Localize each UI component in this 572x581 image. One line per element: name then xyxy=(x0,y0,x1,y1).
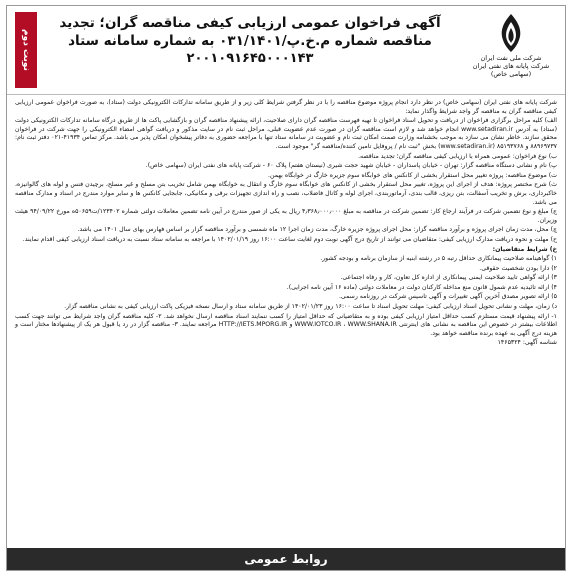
advertisement-page xyxy=(6,5,566,571)
ad-header xyxy=(7,6,565,95)
requirement-item: ۳) ارائه گواهی تایید صلاحیت ایمنی پیمانکاری از اداره کل تعاون، کار و رفاه اجتماعی. xyxy=(340,274,557,282)
clause-alef: الف) کلیه مراحل برگزاری فراخوان از دریافت و تحویل اسناد فراخوان تا تهیه فهرست مناقصه گران دارای صلاحیت، ارائه پیشنهاد مناقصه گران و بازگشایی پاکت ها از طریق درگاه سامانه تدارکات الکترونیکی دولت (ستاد) به آدرس www.setadiran.ir انجام خواهد شد و لازم است مناقصه گران در صورت عدم عضویت قبلی، مراحل ثبت نام در سایت مذکور و دریافت گواهی امضاء الکترونیکی را جهت شرکت در فراخوان محقق سازند. خاطر نشان می سازد به موجب بخشنامه وزارت صمت امکان ثبت نام و عضویت در سامانه ستاد تنها با مراجعه حضوری به دفاتر پیشخوان امکان پذیر می باشد. مرکز تماس ۴۱۹۳۴-۰۲۱ دفتر ثبت نام: ۸۸۹۶۹۷۳۷ و ۸۵۱۹۳۷۶۸ (www.setadiran.ir) بخش "ثبت نام / پروفایل تامین کننده/مناقصه گر" موجود است. xyxy=(15,117,557,150)
company-logo-block xyxy=(463,12,559,78)
requirement-item: ۲) دارا بودن شخصیت حقوقی. xyxy=(479,264,557,272)
ad-title-line-1: آگهی فراخوان عمومی ارزیابی کیفی مناقصه گران؛ تجدید xyxy=(59,15,441,31)
clause-che: چ) محل، مدت زمان اجرای پروژه و برآورد مناقصه گزار: محل اجرای پروژه جزیره خارگ، مدت زمان اجرا ۱۲ ماه شمسی و برآورد مناقصه گزار بر اساس فهارس بهای سال ۱۴۰۱ می باشد. xyxy=(77,226,557,234)
clause-pe: پ) نام و نشانی دستگاه مناقصه گزار: تهران - خیابان پاسداران - خیابان شهید حجت شیری (نیستان هفتم) پلاک ۶۰ - شرکت پایانه های نفتی ایران (سهامی خاص). xyxy=(145,162,557,170)
clause-he: ح) مهلت و نحوه دریافت مدارک ارزیابی کیفی: متقاضیان می توانند از تاریخ درج آگهی نوبت دوم لغایت ساعت ۱۶:۰۰ روز ۱۴۰۲/۰۱/۱۹ با مراجعه به سامانه ستاد نسبت به دریافت اسناد ارزیابی کیفی اقدام نمایند. xyxy=(22,235,557,243)
ad-title-line-3: ۲۰۰۱۰۹۱۶۴۵۰۰۰۱۴۳ xyxy=(186,51,314,66)
clause-jim: ج) مبلغ و نوع تضمین شرکت در فرآیند ارجاع کار: تضمین شرکت در مناقصه به مبلغ ۴٫۳۶۸٫۰۰۰٫۰۰۰ ریال به یکی از صور مندرج در آیین نامه تضمین معاملات دولتی شماره ۱۲۳۴۰۲/ت۵۰۶۵۹ه مورخ ۹۴/۰۹/۲۲ هیئت وزیران. xyxy=(15,208,558,224)
ad-id: شناسه آگهی: ۱۴۶۵۳۲۴ xyxy=(497,339,557,347)
ad-title-block xyxy=(47,14,453,68)
public-relations-footer: روابط عمومی xyxy=(7,548,565,570)
intro-paragraph: شرکت پایانه های نفتی ایران (سهامی خاص) در نظر دارد انجام پروژه موضوع مناقصه را با در نظر گرفتن شرایط کلی زیر و از طریق سامانه تدارکات الکترونیکی دولت (ستاد)، به صورت فراخوان عمومی ارزیابی کیفی مناقصه گران به مناقصه گر واجد شرایط واگذار نماید: xyxy=(15,99,557,115)
requirement-item: ۴) ارائه تائیدیه عدم شمول قانون منع مداخله کارکنان دولت در معاملات دولتی (ماده ۱۶ آیین نامه اجرایی). xyxy=(286,283,557,291)
ad-title-line-2: مناقصه شماره م.خ.پ/۰۳۱/۱۴۰۱ به شماره سامانه ستاد xyxy=(68,33,432,49)
subsidiary-name: شرکت پایانه های نفتی ایران (سهامی خاص) xyxy=(472,62,550,78)
clause-be: ب) نوع فراخوان: عمومی همراه با ارزیابی کیفی مناقصه گران؛ تجدید مناقصه. xyxy=(358,152,557,160)
nioc-flame-logo-icon xyxy=(492,12,530,54)
clause-khe-label: خ) شرایط متقاضیان: xyxy=(492,245,557,253)
company-name: شرکت ملی نفت ایران xyxy=(480,54,542,62)
clause-dal: د) زمان، مهلت و نشانی تحویل اسناد ارزیابی کیفی: مهلت تحویل اسناد تا ساعت ۱۶:۰۰ روز ۱۴۰۲/۰۱/۲۳ از طریق سامانه ستاد و ارسال نسخه فیزیکی پاکت ارزیابی کیفی به نشانی مناقصه گزار. xyxy=(64,303,557,311)
requirement-item: ۱) گواهینامه صلاحیت پیمانکاری حداقل رتبه ۵ در رشته ابنیه از سازمان برنامه و بودجه کشور. xyxy=(320,255,557,263)
ad-body xyxy=(7,95,565,348)
round-badge: نوبت دوم xyxy=(15,12,37,88)
notes-paragraph: ۱- ارائه پیشنهاد قیمت مستلزم کسب حداقل امتیاز ارزیابی کیفی بوده و به متقاضیانی که حداقل امتیاز را کسب ننمایند اسناد مناقصه ارسال نخواهد شد. ۲- کلیه مناقصه گران واجد شرایط می توانند جهت کسب اطلاعات بیشتر در خصوص این مناقصه به نشانی های اینترنتی WWW.IOTCO.IR ، WWW.SHANA.IR و HTTP://IETS.MPORG.IR مراجعه نمایند. ۳- مناقصه گزار در رد یا قبول هر یک از پیشنهادها مختار است و هزینه درج آگهی به عهده برنده مناقصه خواهد بود. xyxy=(15,312,558,337)
clause-te: ت) موضوع مناقصه: پروژه تغییر محل استقرار بخشی از کانکس های خوابگاه سوم جزیره خارگ در خوابگاه بهمن. xyxy=(268,171,557,179)
requirement-item: ۵) ارائه تصویر مصدق آخرین آگهی تغییرات و آگهی تاسیس شرکت در روزنامه رسمی. xyxy=(338,293,557,301)
clause-se: ث) شرح مختصر پروژه: هدف از اجرای این پروژه، تغییر محل استقرار بخشی از کانکس های خوابگاه سوم خارگ و انتقال به خوابگاه بهمن شامل تخریب بتن مسلح و غیر مسلح، برچیدن فنس و لوله های گالوانیزه، خاکبرداری، برش و تخریب آسفالت، بتن ریزی، قالب بندی، آرماتوربندی، اجرای لوله و کانال فاضلاب، نصب و راه اندازی تجهیزات برقی و مکانیکی، جابجایی کانکس ها و سایر موارد مندرج در اسناد و مدارک مناقصه می باشد. xyxy=(15,181,557,206)
